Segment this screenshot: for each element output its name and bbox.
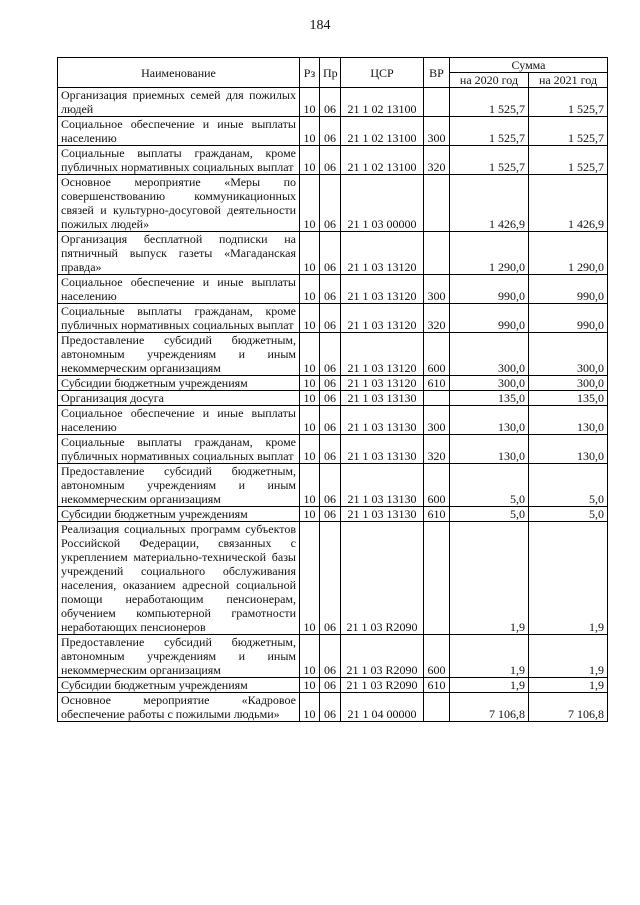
row-amount-2020: 990,0 [450,275,529,304]
row-amount-2021: 1 525,7 [529,88,608,117]
row-amount-2021: 1,9 [529,635,608,678]
row-vr [424,391,450,406]
row-vr: 610 [424,507,450,522]
row-csr: 21 1 03 R2090 [341,678,424,693]
row-amount-2021: 300,0 [529,376,608,391]
row-csr: 21 1 03 R2090 [341,635,424,678]
row-amount-2020: 5,0 [450,464,529,507]
table-row [58,435,608,464]
row-amount-2020: 1,9 [450,678,529,693]
row-amount-2021: 7 106,8 [529,693,608,722]
row-rz: 10 [300,507,320,522]
row-csr: 21 1 02 13100 [341,117,424,146]
table-row [58,232,608,275]
row-vr: 300 [424,275,450,304]
row-csr: 21 1 03 R2090 [341,522,424,635]
row-amount-2021: 135,0 [529,391,608,406]
row-pr: 06 [320,635,341,678]
row-name: Предоставление субсидий бюджетным, автономным учреждениям и иным некоммерческим организациям [58,333,300,376]
header-csr: ЦСР [341,58,424,88]
row-amount-2021: 5,0 [529,507,608,522]
row-csr: 21 1 03 13120 [341,232,424,275]
row-vr [424,175,450,232]
row-vr: 610 [424,376,450,391]
row-name: Основное мероприятие «Меры по совершенствованию коммуникационных связей и культурно-досуговой деятельности пожилых людей» [58,175,300,232]
header-sum: Сумма [450,58,608,73]
row-csr: 21 1 02 13100 [341,146,424,175]
row-name: Основное мероприятие «Кадровое обеспечение работы с пожилыми людьми» [58,693,300,722]
row-rz: 10 [300,406,320,435]
row-rz: 10 [300,678,320,693]
row-amount-2021: 990,0 [529,304,608,333]
row-vr [424,522,450,635]
table-row [58,464,608,507]
row-amount-2021: 1,9 [529,678,608,693]
row-csr: 21 1 03 13130 [341,507,424,522]
header-pr: Пр [320,58,341,88]
row-rz: 10 [300,376,320,391]
row-amount-2021: 1 426,9 [529,175,608,232]
row-amount-2020: 1 525,7 [450,146,529,175]
row-pr: 06 [320,678,341,693]
row-pr: 06 [320,88,341,117]
row-csr: 21 1 03 13130 [341,406,424,435]
row-rz: 10 [300,464,320,507]
row-vr: 600 [424,464,450,507]
budget-table [57,57,608,722]
row-amount-2020: 5,0 [450,507,529,522]
table-row [58,693,608,722]
row-rz: 10 [300,435,320,464]
row-amount-2020: 135,0 [450,391,529,406]
row-amount-2020: 990,0 [450,304,529,333]
row-amount-2021: 990,0 [529,275,608,304]
row-amount-2021: 130,0 [529,406,608,435]
row-name: Организация приемных семей для пожилых людей [58,88,300,117]
row-rz: 10 [300,88,320,117]
row-pr: 06 [320,464,341,507]
row-csr: 21 1 03 13130 [341,464,424,507]
row-rz: 10 [300,275,320,304]
row-pr: 06 [320,175,341,232]
row-amount-2021: 5,0 [529,464,608,507]
row-rz: 10 [300,304,320,333]
row-amount-2020: 1 290,0 [450,232,529,275]
row-csr: 21 1 03 13130 [341,391,424,406]
row-vr: 300 [424,406,450,435]
row-vr [424,232,450,275]
row-rz: 10 [300,522,320,635]
row-amount-2020: 130,0 [450,406,529,435]
row-amount-2020: 300,0 [450,333,529,376]
table-row [58,88,608,117]
row-csr: 21 1 04 00000 [341,693,424,722]
table-row [58,406,608,435]
row-vr: 320 [424,304,450,333]
row-rz: 10 [300,146,320,175]
row-amount-2020: 1,9 [450,635,529,678]
row-name: Субсидии бюджетным учреждениям [58,376,300,391]
table-row [58,391,608,406]
row-vr: 320 [424,435,450,464]
row-amount-2021: 300,0 [529,333,608,376]
table-row [58,117,608,146]
row-amount-2020: 130,0 [450,435,529,464]
row-vr [424,693,450,722]
row-pr: 06 [320,391,341,406]
row-amount-2020: 1,9 [450,522,529,635]
row-rz: 10 [300,117,320,146]
table-row [58,275,608,304]
table-row [58,146,608,175]
row-name: Социальное обеспечение и иные выплаты населению [58,406,300,435]
row-rz: 10 [300,175,320,232]
row-name: Субсидии бюджетным учреждениям [58,678,300,693]
row-pr: 06 [320,376,341,391]
row-vr: 600 [424,333,450,376]
row-name: Предоставление субсидий бюджетным, автономным учреждениям и иным некоммерческим организациям [58,464,300,507]
row-pr: 06 [320,275,341,304]
row-rz: 10 [300,391,320,406]
row-vr: 320 [424,146,450,175]
row-csr: 21 1 03 00000 [341,175,424,232]
header-year-2020: на 2020 год [450,73,529,88]
table-header [58,58,608,88]
row-amount-2021: 1 525,7 [529,146,608,175]
row-rz: 10 [300,333,320,376]
row-amount-2021: 130,0 [529,435,608,464]
row-name: Предоставление субсидий бюджетным, автономным учреждениям и иным некоммерческим организациям [58,635,300,678]
row-vr: 610 [424,678,450,693]
page-number: 184 [309,18,331,33]
table-row [58,522,608,635]
row-name: Субсидии бюджетным учреждениям [58,507,300,522]
row-rz: 10 [300,635,320,678]
row-csr: 21 1 03 13120 [341,376,424,391]
row-rz: 10 [300,693,320,722]
row-csr: 21 1 03 13120 [341,275,424,304]
header-rz: Рз [300,58,320,88]
header-name: Наименование [58,58,300,88]
row-name: Реализация социальных программ субъектов Российской Федерации, связанных с укреплением материально-технической базы учреждений социального обслуживания населения, оказанием адресной социальной помощи неработающим пенсионерам, обучением компьютерной грамотности неработающих пенсионеров [58,522,300,635]
row-amount-2020: 1 426,9 [450,175,529,232]
row-amount-2021: 1 290,0 [529,232,608,275]
header-vr: ВР [424,58,450,88]
row-amount-2020: 7 106,8 [450,693,529,722]
header-year-2021: на 2021 год [529,73,608,88]
table-row [58,678,608,693]
row-pr: 06 [320,507,341,522]
row-vr: 300 [424,117,450,146]
row-pr: 06 [320,522,341,635]
table-row [58,635,608,678]
row-amount-2020: 300,0 [450,376,529,391]
row-pr: 06 [320,232,341,275]
row-csr: 21 1 03 13120 [341,333,424,376]
row-pr: 06 [320,406,341,435]
row-vr: 600 [424,635,450,678]
table-body [58,88,608,722]
row-name: Организация досуга [58,391,300,406]
row-pr: 06 [320,693,341,722]
row-csr: 21 1 02 13100 [341,88,424,117]
row-amount-2021: 1 525,7 [529,117,608,146]
row-pr: 06 [320,435,341,464]
table-row [58,175,608,232]
row-vr [424,88,450,117]
row-pr: 06 [320,117,341,146]
row-name: Социальное обеспечение и иные выплаты населению [58,275,300,304]
row-pr: 06 [320,304,341,333]
row-name: Организация бесплатной подписки на пятничный выпуск газеты «Магаданская правда» [58,232,300,275]
table-row [58,304,608,333]
row-name: Социальное обеспечение и иные выплаты населению [58,117,300,146]
row-name: Социальные выплаты гражданам, кроме публичных нормативных социальных выплат [58,146,300,175]
table-row [58,376,608,391]
row-name: Социальные выплаты гражданам, кроме публичных нормативных социальных выплат [58,304,300,333]
row-amount-2020: 1 525,7 [450,117,529,146]
row-name: Социальные выплаты гражданам, кроме публичных нормативных социальных выплат [58,435,300,464]
row-pr: 06 [320,146,341,175]
row-pr: 06 [320,333,341,376]
row-amount-2020: 1 525,7 [450,88,529,117]
row-amount-2021: 1,9 [529,522,608,635]
row-csr: 21 1 03 13120 [341,304,424,333]
row-csr: 21 1 03 13130 [341,435,424,464]
row-rz: 10 [300,232,320,275]
table-row [58,333,608,376]
table-row [58,507,608,522]
